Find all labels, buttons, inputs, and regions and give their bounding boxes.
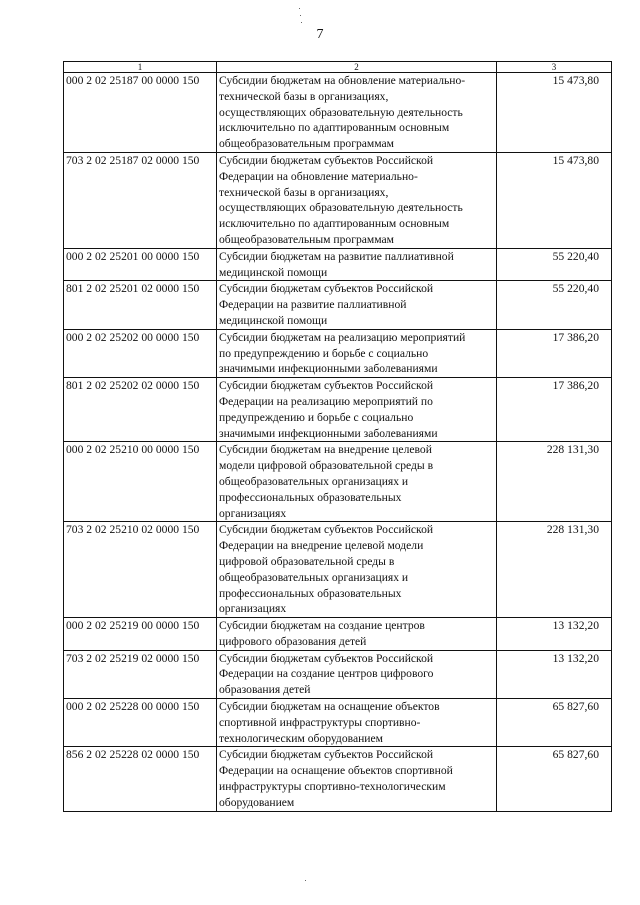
description-line: цифровой образовательной среды в	[219, 554, 395, 568]
amount-cell: 17 386,20	[497, 378, 612, 442]
description-line: образования детей	[219, 683, 311, 697]
budget-code-cell: 000 2 02 25187 00 0000 150	[64, 73, 217, 153]
budget-code-cell: 000 2 02 25202 00 0000 150	[64, 329, 217, 377]
amount-cell: 228 131,30	[497, 522, 612, 618]
description-line: технической базы в организациях,	[219, 89, 389, 103]
budget-code-cell: 801 2 02 25202 02 0000 150	[64, 378, 217, 442]
budget-code-cell: 703 2 02 25187 02 0000 150	[64, 152, 217, 248]
description-line: цифрового образования детей	[219, 634, 367, 648]
table-row	[64, 378, 612, 442]
table-row	[64, 73, 612, 153]
description-line: Федерации на развитие паллиативной	[219, 298, 407, 312]
description-line: Федерации на оснащение объектов спортивной	[219, 764, 453, 778]
description-line: предупреждению и борьбе с социально	[219, 410, 414, 424]
description-line: технологическим оборудованием	[219, 731, 383, 745]
column-header-code: 1	[64, 62, 217, 73]
description-cell	[217, 442, 497, 522]
table-row	[64, 747, 612, 811]
description-line: значимыми инфекционными заболеваниями	[219, 362, 438, 376]
description-cell	[217, 618, 497, 651]
description-line: Субсидии бюджетам на развитие паллиативной	[219, 249, 454, 263]
budget-code-cell: 856 2 02 25228 02 0000 150	[64, 747, 217, 811]
table-body	[64, 73, 612, 812]
description-line: Федерации на внедрение целевой модели	[219, 539, 424, 553]
description-line: Субсидии бюджетам субъектов Российской	[219, 282, 434, 296]
amount-cell: 65 827,60	[497, 747, 612, 811]
budget-code-cell: 703 2 02 25210 02 0000 150	[64, 522, 217, 618]
description-line: организациях	[219, 602, 287, 616]
budget-code-cell: 000 2 02 25228 00 0000 150	[64, 699, 217, 747]
description-line: Субсидии бюджетам субъектов Российской	[219, 153, 434, 167]
description-line: инфраструктуры спортивно-технологическим	[219, 780, 446, 794]
description-line: медицинской помощи	[219, 313, 328, 327]
description-cell	[217, 152, 497, 248]
page-number: 7	[316, 27, 324, 42]
table-header-row	[64, 62, 612, 73]
amount-cell: 228 131,30	[497, 442, 612, 522]
amount-cell: 13 132,20	[497, 650, 612, 698]
table-row	[64, 618, 612, 651]
description-line: значимыми инфекционными заболеваниями	[219, 426, 438, 440]
description-cell	[217, 329, 497, 377]
scan-speck	[305, 880, 306, 881]
amount-cell: 65 827,60	[497, 699, 612, 747]
table-row	[64, 442, 612, 522]
description-line: Федерации на создание центров цифрового	[219, 667, 434, 681]
budget-code-cell: 000 2 02 25210 00 0000 150	[64, 442, 217, 522]
amount-cell: 15 473,80	[497, 73, 612, 153]
budget-code-cell: 703 2 02 25219 02 0000 150	[64, 650, 217, 698]
description-line: общеобразовательных организациях и	[219, 474, 409, 488]
description-line: спортивной инфраструктуры спортивно-	[219, 715, 421, 729]
table-row	[64, 699, 612, 747]
budget-code-cell: 000 2 02 25219 00 0000 150	[64, 618, 217, 651]
description-cell	[217, 73, 497, 153]
budget-table	[63, 61, 612, 812]
description-line: Субсидии бюджетам на внедрение целевой	[219, 443, 432, 457]
description-cell	[217, 699, 497, 747]
description-line: модели цифровой образовательной среды в	[219, 459, 434, 473]
description-cell	[217, 747, 497, 811]
description-line: профессиональных образовательных	[219, 490, 402, 504]
description-line: по предупреждению и борьбе с социально	[219, 346, 429, 360]
description-line: технической базы в организациях,	[219, 185, 389, 199]
amount-cell: 15 473,80	[497, 152, 612, 248]
scan-speck	[299, 8, 300, 9]
description-cell	[217, 650, 497, 698]
description-cell	[217, 248, 497, 281]
description-line: оборудованием	[219, 795, 295, 809]
description-cell	[217, 378, 497, 442]
description-line: Субсидии бюджетам на оснащение объектов	[219, 700, 440, 714]
scan-speck	[301, 22, 302, 23]
scan-speck	[300, 15, 301, 16]
description-line: медицинской помощи	[219, 265, 328, 279]
column-header-amount: 3	[497, 62, 612, 73]
description-line: общеобразовательных организациях и	[219, 570, 409, 584]
budget-code-cell: 000 2 02 25201 00 0000 150	[64, 248, 217, 281]
budget-code-cell: 801 2 02 25201 02 0000 150	[64, 281, 217, 329]
description-line: исключительно по адаптированным основным	[219, 121, 450, 135]
description-line: Субсидии бюджетам субъектов Российской	[219, 651, 434, 665]
amount-cell: 55 220,40	[497, 281, 612, 329]
description-cell	[217, 522, 497, 618]
table-row	[64, 281, 612, 329]
description-line: Федерации на реализацию мероприятий по	[219, 394, 433, 408]
amount-cell: 17 386,20	[497, 329, 612, 377]
description-line: осуществляющих образовательную деятельность	[219, 201, 463, 215]
description-line: осуществляющих образовательную деятельность	[219, 105, 463, 119]
column-header-name: 2	[217, 62, 497, 73]
description-line: Субсидии бюджетам на обновление материально-	[219, 74, 466, 87]
description-line: Субсидии бюджетам на создание центров	[219, 619, 425, 633]
description-line: Субсидии бюджетам субъектов Российской	[219, 523, 434, 537]
table-row	[64, 329, 612, 377]
table-row	[64, 248, 612, 281]
description-cell	[217, 281, 497, 329]
description-line: Субсидии бюджетам субъектов Российской	[219, 748, 434, 762]
amount-cell: 13 132,20	[497, 618, 612, 651]
description-line: Федерации на обновление материально-	[219, 169, 418, 183]
description-line: профессиональных образовательных	[219, 586, 402, 600]
description-line: общеобразовательным программам	[219, 232, 394, 246]
description-line: Субсидии бюджетам на реализацию мероприятий	[219, 330, 466, 344]
description-line: организациях	[219, 506, 287, 520]
table-row	[64, 650, 612, 698]
table-row	[64, 152, 612, 248]
description-line: общеобразовательным программам	[219, 137, 394, 151]
description-line: Субсидии бюджетам субъектов Российской	[219, 379, 434, 393]
amount-cell: 55 220,40	[497, 248, 612, 281]
table-row	[64, 522, 612, 618]
description-line: исключительно по адаптированным основным	[219, 217, 450, 231]
